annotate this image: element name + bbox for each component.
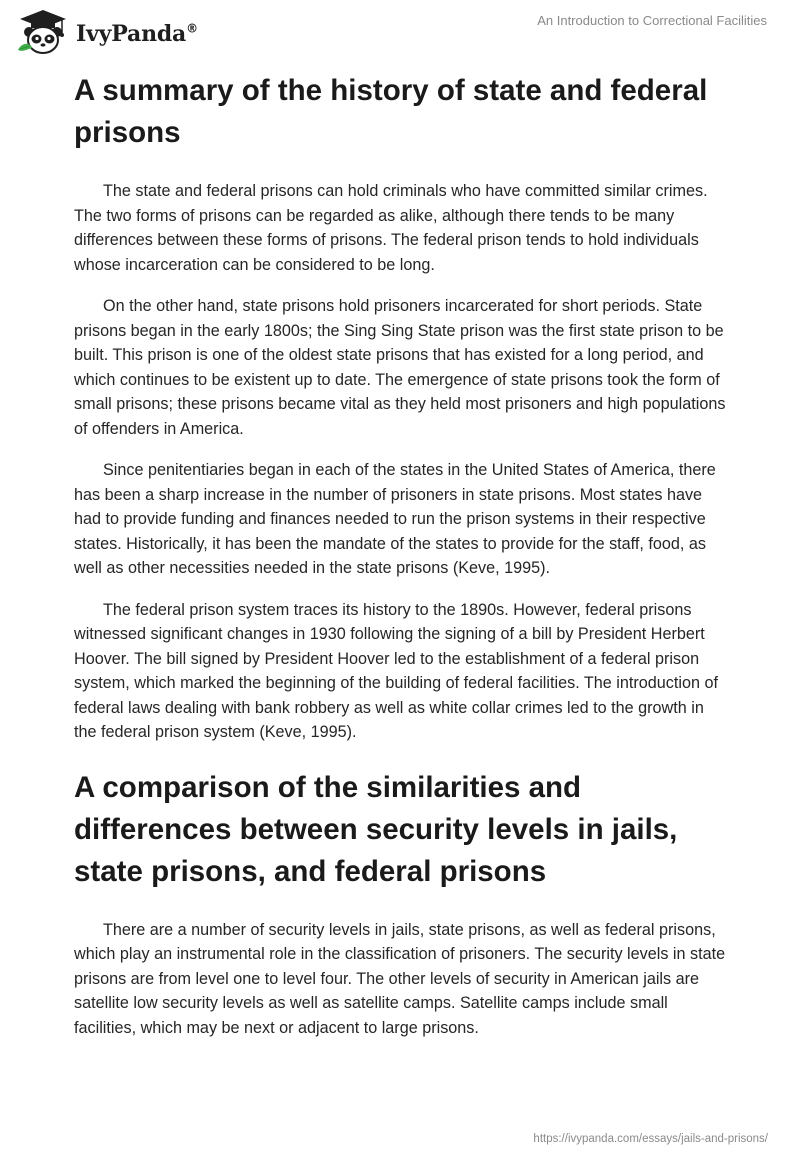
section-heading: A summary of the history of state and federal prisons — [74, 74, 708, 149]
page-header — [0, 0, 800, 60]
paragraph: The state and federal prisons can hold criminals who have committed similar crimes. The two forms of prisons can be regarded as alike, although there tends to be many differences between these forms of prisons. The federal prison tends to hold individuals whose incarceration can be considered to be long. — [74, 182, 708, 274]
source-url[interactable]: https://ivypanda.com/essays/jails-and-prisons/ — [533, 1133, 768, 1145]
paragraph: On the other hand, state prisons hold prisoners incarcerated for short periods. State prisons began in the early 1800s; the Sing Sing State prison was the first state prison to be built. This prison is one of the oldest state prisons that has existed for a long period, and which continues to be existent up to date. The emergence of state prisons took the form of small prisons; these prisons became vital as they held most prisoners and high populations of offenders in America. — [74, 297, 726, 438]
paragraph: The federal prison system traces its history to the 1890s. However, federal prisons witnessed significant changes in 1930 following the signing of a bill by President Herbert Hoover. The bill signed by President Hoover led to the establishment of a federal prison system, which marked the beginning of the building of federal facilities. The introduction of federal laws dealing with bank robbery as well as white collar crimes led to the growth in the federal prison system (Keve, 1995). — [74, 600, 718, 741]
paragraph: There are a number of security levels in jails, state prisons, as well as federal prisons, which play an instrumental role in the classification of prisoners. The security levels in state prisons are from level one to level four. The other levels of security in American jails are satellite low security levels as well as satellite camps. Satellite camps include small facilities, which may be next or adjacent to large prisons. — [74, 920, 726, 1037]
logo-text: IvyPanda® — [76, 21, 198, 47]
panda-graduate-icon — [14, 8, 72, 56]
article-body — [74, 70, 726, 1057]
section-heading: A comparison of the similarities and differences between security levels in jails, state prisons, and federal prisons — [74, 770, 678, 888]
logo[interactable] — [14, 8, 198, 56]
paragraph: Since penitentiaries began in each of the states in the United States of America, there has been a sharp increase in the number of prisoners in state prisons. Most states have had to provide funding and finances needed to run the prison systems in their respective states. Historically, it has been the mandate of the states to provide for the staff, food, as well as other necessities needed in the state prisons (Keve, 1995). — [74, 461, 716, 577]
document-title: An Introduction to Correctional Facilities — [537, 13, 767, 28]
